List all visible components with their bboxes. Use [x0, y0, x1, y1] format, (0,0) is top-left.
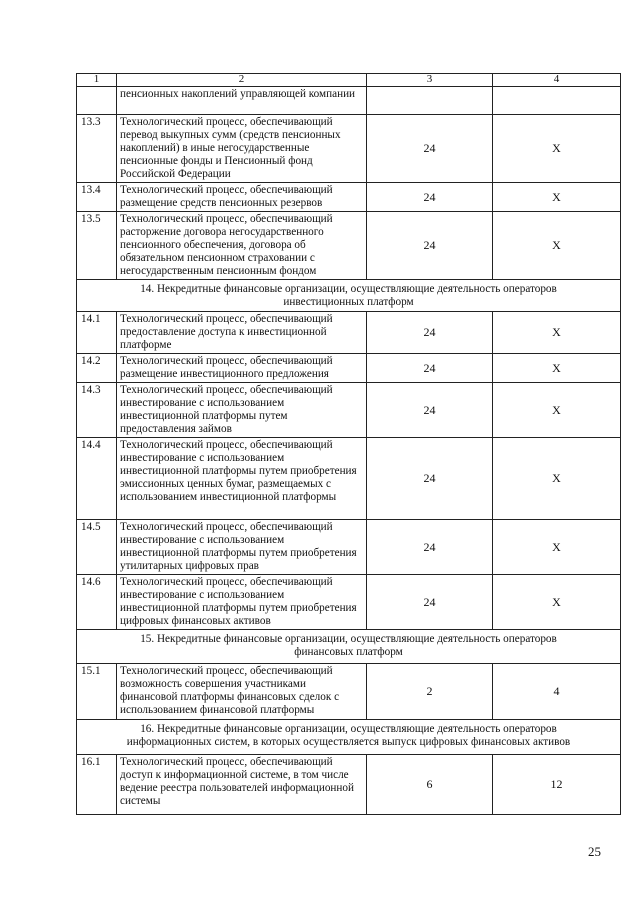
row-col3-value: 24	[367, 115, 493, 183]
table-row	[77, 438, 621, 520]
row-col3-value: 24	[367, 212, 493, 280]
table-row	[77, 755, 621, 815]
row-col4-value: X	[493, 312, 621, 354]
table-row	[77, 520, 621, 575]
row-col3-value: 24	[367, 183, 493, 212]
row-col3-value	[367, 87, 493, 115]
section-row	[77, 630, 621, 664]
section-heading-15: 15. Некредитные финансовые организации, осуществляющие деятельность операторов финансовых платформ	[77, 630, 621, 664]
table-row	[77, 87, 621, 115]
row-col3-value: 24	[367, 438, 493, 520]
requirements-table	[76, 73, 621, 815]
section-row	[77, 280, 621, 312]
row-description: Технологический процесс, обеспечивающий размещение инвестиционного предложения	[117, 354, 367, 383]
page-number: 25	[588, 844, 601, 859]
section-heading-14: 14. Некредитные финансовые организации, осуществляющие деятельность операторов инвестиционных платформ	[77, 280, 621, 312]
row-description: Технологический процесс, обеспечивающий перевод выкупных сумм (средств пенсионных накоплений) в иные негосударственные пенсионные фонды и Пенсионный фонд Российской Федерации	[117, 115, 367, 183]
row-col4-value: X	[493, 183, 621, 212]
row-col4-value: X	[493, 354, 621, 383]
row-number	[77, 87, 117, 115]
row-description: Технологический процесс, обеспечивающий доступ к информационной системе, в том числе ведение реестра пользователей информационной системы	[117, 755, 367, 815]
row-col4-value: 4	[493, 664, 621, 720]
row-description: Технологический процесс, обеспечивающий возможность совершения участниками финансовой платформы финансовых сделок с использованием финансовой платформы	[117, 664, 367, 720]
table-row	[77, 575, 621, 630]
row-col4-value: X	[493, 383, 621, 438]
row-col3-value: 24	[367, 383, 493, 438]
row-col4-value: X	[493, 520, 621, 575]
table-row	[77, 312, 621, 354]
row-description: Технологический процесс, обеспечивающий предоставление доступа к инвестиционной платформе	[117, 312, 367, 354]
section-heading-16: 16. Некредитные финансовые организации, осуществляющие деятельность операторов информационных систем, в которых осуществляется выпуск цифровых финансовых активов	[77, 720, 621, 755]
row-description: Технологический процесс, обеспечивающий инвестирование с использованием инвестиционной платформы путем приобретения эмиссионных ценных бумаг, размещаемых с использованием инвестиционной платформы	[117, 438, 367, 520]
column-header: 4	[493, 74, 621, 87]
row-description: Технологический процесс, обеспечивающий расторжение договора негосударственного пенсионного обеспечения, договора об обязательном пенсионном страховании с негосударственным пенсионным фондом	[117, 212, 367, 280]
table-row	[77, 354, 621, 383]
section-row	[77, 720, 621, 755]
row-number: 14.5	[77, 520, 117, 575]
row-description: Технологический процесс, обеспечивающий размещение средств пенсионных резервов	[117, 183, 367, 212]
row-col3-value: 24	[367, 312, 493, 354]
table-row	[77, 183, 621, 212]
row-col3-value: 6	[367, 755, 493, 815]
column-header: 3	[367, 74, 493, 87]
row-col3-value: 24	[367, 354, 493, 383]
row-col4-value: X	[493, 438, 621, 520]
row-col4-value: 12	[493, 755, 621, 815]
row-number: 14.2	[77, 354, 117, 383]
row-col4-value	[493, 87, 621, 115]
table-header-row	[77, 74, 621, 87]
row-number: 13.4	[77, 183, 117, 212]
row-number: 14.3	[77, 383, 117, 438]
table-row	[77, 664, 621, 720]
row-number: 14.6	[77, 575, 117, 630]
row-col4-value: X	[493, 575, 621, 630]
table-row	[77, 212, 621, 280]
row-col3-value: 24	[367, 575, 493, 630]
row-col3-value: 2	[367, 664, 493, 720]
row-number: 13.5	[77, 212, 117, 280]
row-number: 14.1	[77, 312, 117, 354]
row-number: 16.1	[77, 755, 117, 815]
column-header: 1	[77, 74, 117, 87]
table-row	[77, 383, 621, 438]
column-header: 2	[117, 74, 367, 87]
row-description: пенсионных накоплений управляющей компании	[117, 87, 367, 115]
row-number: 15.1	[77, 664, 117, 720]
row-description: Технологический процесс, обеспечивающий инвестирование с использованием инвестиционной платформы путем приобретения цифровых финансовых активов	[117, 575, 367, 630]
table-row	[77, 115, 621, 183]
row-number: 14.4	[77, 438, 117, 520]
row-description: Технологический процесс, обеспечивающий инвестирование с использованием инвестиционной платформы путем приобретения утилитарных цифровых прав	[117, 520, 367, 575]
row-col4-value: X	[493, 212, 621, 280]
row-col3-value: 24	[367, 520, 493, 575]
row-description: Технологический процесс, обеспечивающий инвестирование с использованием инвестиционной платформы путем предоставления займов	[117, 383, 367, 438]
row-col4-value: X	[493, 115, 621, 183]
row-number: 13.3	[77, 115, 117, 183]
